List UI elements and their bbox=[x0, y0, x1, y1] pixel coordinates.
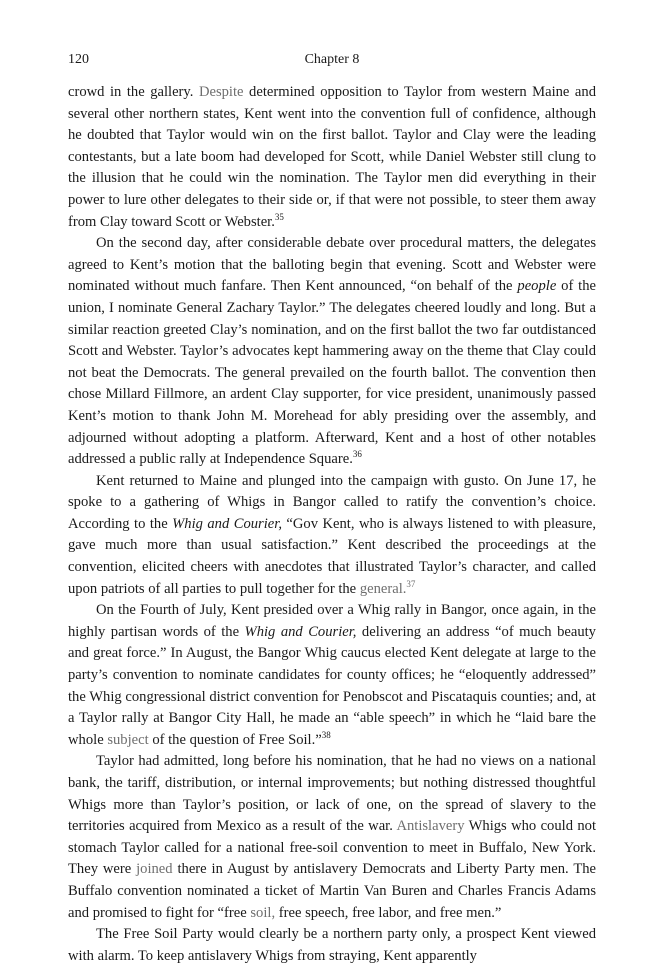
italic-text: people bbox=[517, 278, 557, 295]
paragraph bbox=[68, 600, 596, 751]
body-text bbox=[68, 82, 596, 967]
text-run: “Gov Kent, who is always listened to with pleasure, gave much more than usual satisfaction.” Kent described the proceedings at the convention, elicited cheers with anecdotes that illustrated Taylor’s character, and called upon patriots of all parties to pull together for the bbox=[68, 515, 596, 597]
page-header bbox=[68, 50, 596, 70]
text-run: Despite bbox=[198, 84, 244, 100]
text-run: crowd in the gallery. bbox=[68, 84, 199, 100]
text-run: Taylor had admitted, long before his nomination, that he had no views on a national bank, the tariff, distribution, or internal improvements; but nothing distressed thoughtful Whigs more than Taylor’s position, or lack of one, on the spread of slavery to the territories acquired from Mexico as a result of the war. bbox=[68, 753, 596, 835]
text-run: free speech, free labor, and free men.” bbox=[275, 904, 502, 921]
text-run: On the Fourth of July, Kent presided over a Whig rally in Bangor, once again, in the highly partisan words of the bbox=[68, 602, 596, 640]
footnote-ref: 38 bbox=[321, 729, 331, 740]
running-head: Chapter 8 bbox=[304, 52, 360, 67]
text-run: Kent returned to Maine and plunged into the campaign with gusto. On June 17, he spoke to a gathering of Whigs in Bangor called to ratify the convention’s choice. According to the bbox=[68, 472, 596, 532]
page-number: 120 bbox=[68, 52, 89, 67]
paragraph bbox=[68, 82, 596, 233]
text-run: On the second day, after considerable debate over procedural matters, the delegates agreed to Kent’s motion that the balloting begin that evening. Scott and Webster were nominated without much fanfare. Then Kent announced, “on behalf of the bbox=[68, 235, 596, 295]
footnote-ref: 36 bbox=[352, 449, 362, 460]
footnote-ref: 37 bbox=[406, 578, 416, 589]
text-run: Antislavery bbox=[396, 818, 465, 835]
text-run: subject bbox=[107, 731, 149, 748]
text-run: of the union, I nominate General Zachary Taylor.” The delegates cheered loudly and long. But a similar reaction greeted Clay’s nomination, and on the first ballot the two far outdistanced Scott and Webster. Taylor’s advocates kept hammering away on the theme that Clay could not beat the Democrats. The general prevailed on the fourth ballot. The convention then chose Millard Fillmore, an ardent Clay supporter, for vice president, unanimously passed Kent’s motion to thank John M. Morehead for ably presiding over the assembly, and adjourned without adopting a platform. Afterward, Kent and a host of other notables addressed a public rally at Independence Square. bbox=[68, 278, 596, 468]
paragraph bbox=[68, 471, 596, 601]
text-run: soil, bbox=[250, 904, 276, 921]
footnote-ref: 35 bbox=[274, 211, 284, 222]
paragraph bbox=[68, 751, 596, 924]
paragraph bbox=[68, 924, 596, 967]
text-run: there in August by antislavery Democrats and Liberty Party men. The Buffalo convention nominated a ticket of Martin Van Buren and Charles Francis Adams and promised to fight for “free bbox=[68, 861, 597, 921]
text-run: joined bbox=[136, 861, 173, 878]
italic-text: Whig and Courier, bbox=[244, 623, 357, 640]
text-run: of the question of Free Soil.” bbox=[148, 731, 322, 748]
text-run: general. bbox=[359, 580, 407, 597]
text-run: The Free Soil Party would clearly be a northern party only, a prospect Kent viewed with alarm. To keep antislavery Whigs from straying, Kent apparently bbox=[68, 926, 596, 964]
text-run: Whigs who could not stomach Taylor called for a national free-soil convention to meet in Buffalo, New York. They were bbox=[68, 818, 596, 878]
italic-text: Whig and Courier, bbox=[172, 515, 282, 532]
paragraph bbox=[68, 233, 596, 471]
text-run: delivering an address “of much beauty and great force.” In August, the Bangor Whig caucus elected Kent delegate at large to the party’s convention to nominate candidates for county offices; he “eloquently addressed” the Whig congressional district convention for Penobscot and Piscataquis counties; and, at a Taylor rally at Bangor City Hall, he made an “able speech” in which he “laid bare the whole bbox=[68, 623, 596, 748]
text-run: determined opposition to Taylor from western Maine and several other northern states, Kent went into the convention full of confidence, although he doubted that Taylor would win on the first ballot. Taylor and Clay were the leading contestants, but a late boom had developed for Scott, while Daniel Webster still clung to the illusion that he could win the nomination. The Taylor men did everything in their power to lure other delegates to their side or, if that were not possible, to steer them away from Clay toward Scott or Webster. bbox=[68, 84, 596, 230]
